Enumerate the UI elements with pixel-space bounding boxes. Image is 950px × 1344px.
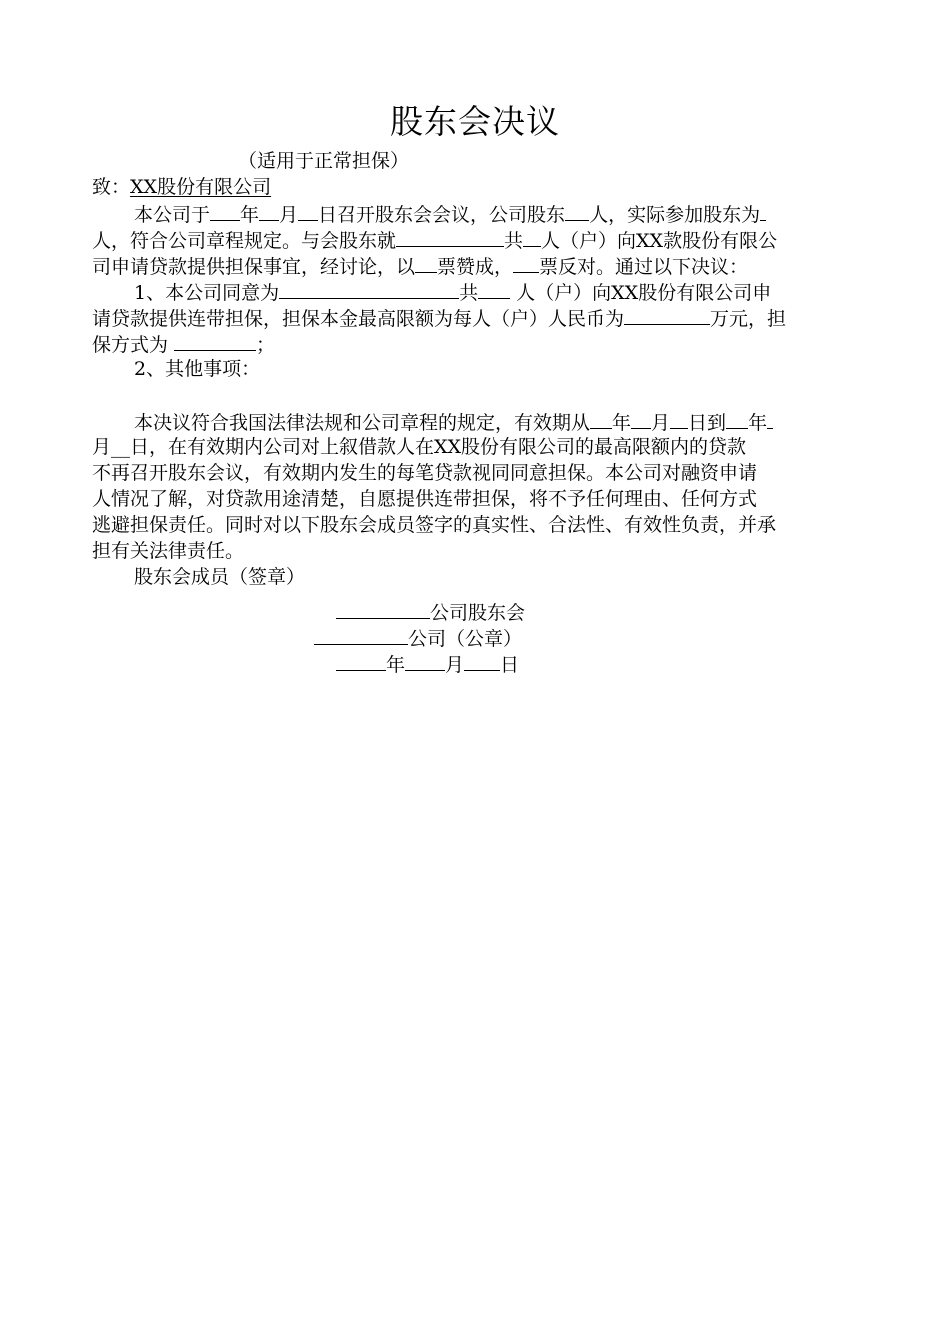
text-run: 月 bbox=[651, 412, 671, 434]
blank-field bbox=[760, 200, 766, 221]
text-run: 月 bbox=[445, 654, 465, 676]
blank-field bbox=[336, 598, 430, 619]
blank-field bbox=[336, 650, 386, 671]
recipient-prefix: 致： bbox=[92, 176, 131, 198]
blank-field bbox=[415, 252, 437, 273]
text-run: 票赞成， bbox=[437, 256, 514, 278]
paragraph-2-line-3: 不再召开股东会议，有效期内发生的每笔贷款视同同意担保。本公司对融资申请 bbox=[92, 462, 758, 484]
blank-field bbox=[174, 330, 256, 351]
text-run: 共 bbox=[504, 230, 524, 252]
signature-line-date bbox=[336, 650, 519, 678]
paragraph-2-line-4: 人情况了解，对贷款用途清楚，自愿提供连带担保，将不予任何理由、任何方式 bbox=[92, 488, 758, 510]
text-run: 本决议符合我国法律法规和公司章程的规定，有效期从 bbox=[134, 412, 591, 434]
signature-line-shareholders bbox=[336, 598, 525, 626]
text-run: 年 bbox=[612, 412, 632, 434]
paragraph-1-line-3 bbox=[92, 252, 860, 278]
text-run: 万元，担 bbox=[710, 308, 787, 330]
text-run: 年 bbox=[386, 654, 406, 676]
text-run: 公司股东会 bbox=[430, 602, 526, 624]
paragraph-2-line-2: 月__日，在有效期内公司对上叙借款人在XX股份有限公司的最高限额内的贷款 bbox=[92, 436, 747, 458]
text-run: 1、本公司同意为 bbox=[134, 282, 280, 304]
blank-field bbox=[624, 304, 710, 325]
item-1-line-1 bbox=[92, 278, 860, 304]
blank-field bbox=[396, 226, 504, 247]
document-subtitle: （适用于正常担保） bbox=[238, 150, 410, 172]
text-run: 公司（公章） bbox=[408, 628, 523, 650]
text-run: 人（户）向XX股份有限公司申 bbox=[510, 282, 772, 304]
text-run: 人，实际参加股东为 bbox=[589, 204, 761, 226]
item-1-line-3 bbox=[92, 330, 860, 356]
text-run: 请贷款提供连带担保，担保本金最高限额为每人（户）人民币为 bbox=[92, 308, 625, 330]
members-signature-label: 股东会成员（签章） bbox=[134, 566, 306, 588]
paragraph-1-line-2 bbox=[92, 226, 860, 252]
blank-field bbox=[565, 200, 589, 221]
blank-field bbox=[767, 408, 773, 429]
text-run: 日 bbox=[500, 654, 520, 676]
text-run: 票反对。通过以下决议： bbox=[539, 256, 749, 278]
text-run: 年 bbox=[748, 412, 768, 434]
paragraph-2-line-5: 逃避担保责任。同时对以下股东会成员签字的真实性、合法性、有效性负责，并承 bbox=[92, 514, 777, 536]
blank-field bbox=[478, 278, 510, 299]
blank-field bbox=[631, 408, 651, 429]
blank-field bbox=[210, 200, 240, 221]
recipient-name: XX股份有限公司 bbox=[130, 176, 272, 198]
recipient-line bbox=[92, 174, 860, 200]
blank-field bbox=[513, 252, 539, 273]
blank-field bbox=[405, 650, 445, 671]
document-title: 股东会决议 bbox=[390, 102, 560, 141]
text-run: 本公司于 bbox=[134, 204, 211, 226]
blank-field bbox=[670, 408, 688, 429]
text-run: 月 bbox=[279, 204, 299, 226]
blank-field bbox=[259, 200, 279, 221]
text-run: 人（户）向XX款股份有限公 bbox=[541, 230, 778, 252]
text-run: 共 bbox=[459, 282, 479, 304]
paragraph-2-line-6: 担有关法律责任。 bbox=[92, 540, 245, 562]
text-run: 人，符合公司章程规定。与会股东就 bbox=[92, 230, 397, 252]
blank-field bbox=[590, 408, 612, 429]
blank-field bbox=[314, 624, 408, 645]
text-run: 司申请贷款提供担保事宜，经讨论，以 bbox=[92, 256, 416, 278]
paragraph-1-line-1 bbox=[92, 200, 860, 226]
document-body bbox=[92, 174, 860, 590]
blank-field bbox=[523, 226, 541, 247]
text-run: 年 bbox=[240, 204, 260, 226]
spacer bbox=[92, 382, 860, 408]
blank-field bbox=[298, 200, 318, 221]
blank-field bbox=[279, 278, 459, 299]
blank-field bbox=[726, 408, 748, 429]
item-1-line-2 bbox=[92, 304, 860, 330]
signature-line-company-seal bbox=[314, 624, 522, 652]
paragraph-2-line-1 bbox=[92, 408, 860, 434]
text-run: ； bbox=[256, 334, 276, 356]
text-run: 日召开股东会会议，公司股东 bbox=[318, 204, 566, 226]
text-run: 保方式为 bbox=[92, 334, 175, 356]
text-run: 日到 bbox=[688, 412, 727, 434]
item-2-line: 2、其他事项： bbox=[134, 358, 261, 380]
blank-field bbox=[464, 650, 500, 671]
